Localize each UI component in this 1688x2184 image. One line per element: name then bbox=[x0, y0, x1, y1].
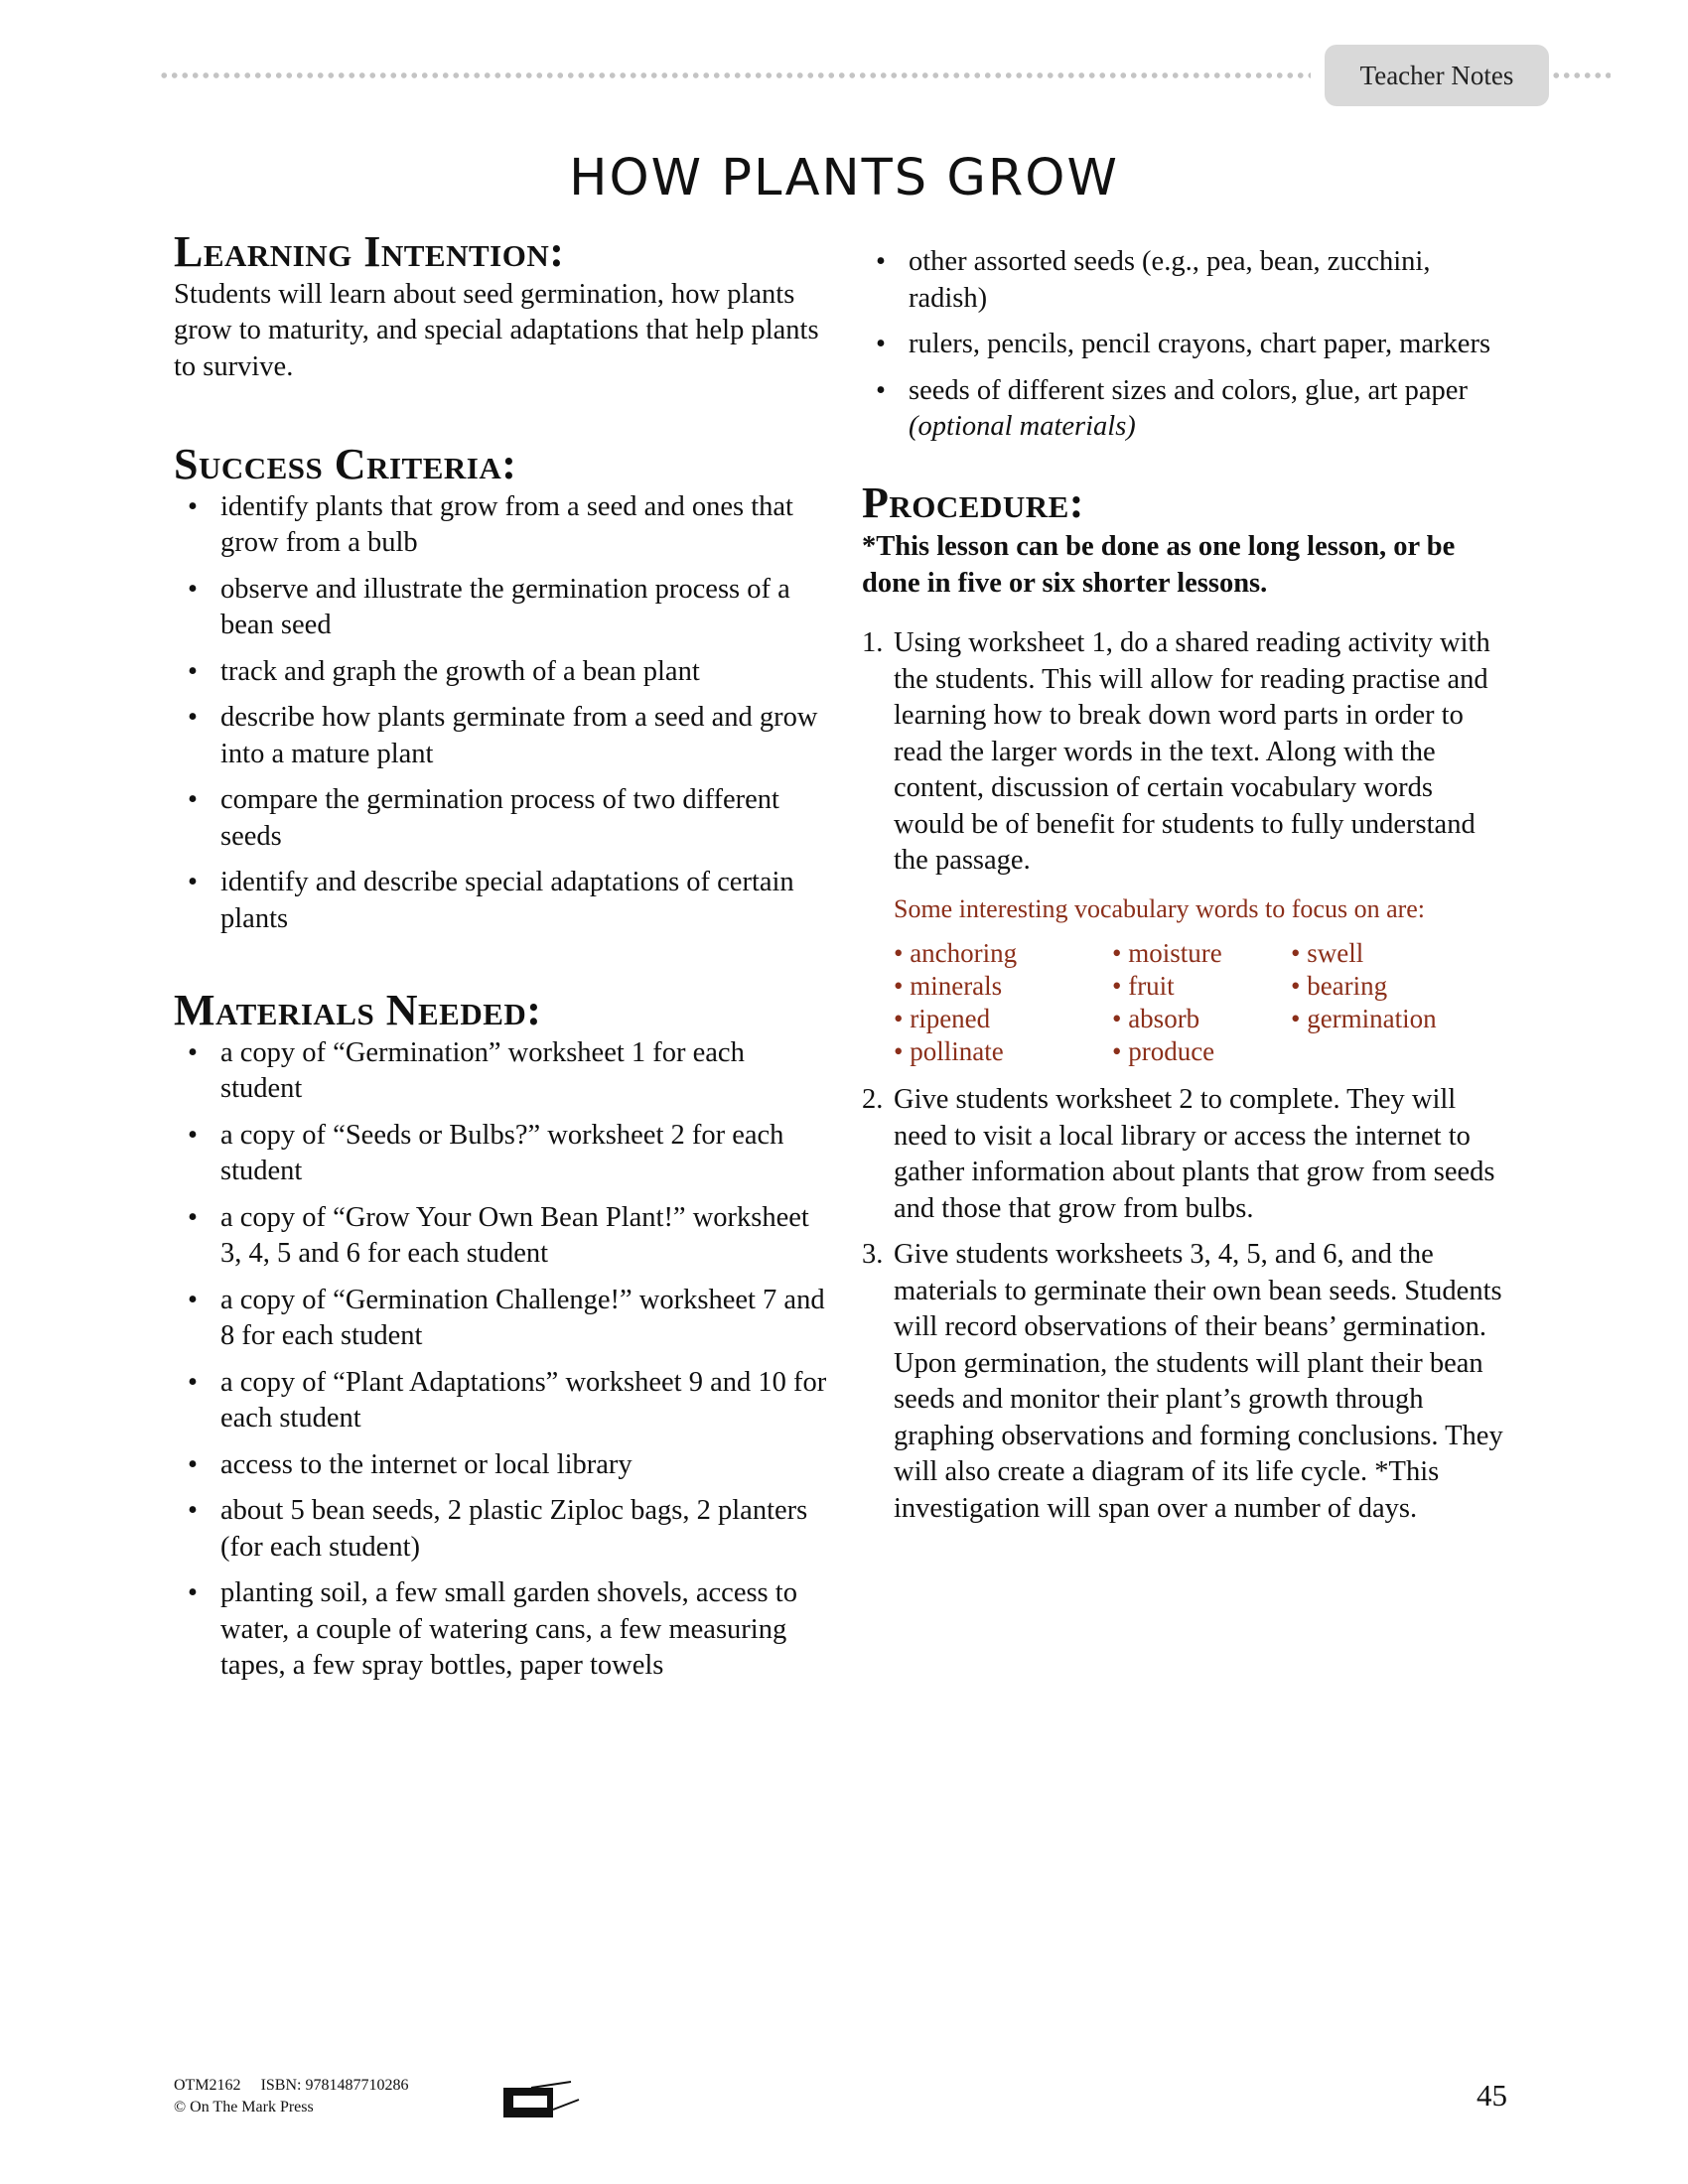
list-item: • a copy of “Germination” worksheet 1 for each student bbox=[174, 1035, 829, 1108]
step-text: Give students worksheet 2 to complete. They will need to visit a local library or access the internet to gather information about plants that grow from seeds and those that grow from bulbs. bbox=[894, 1084, 1495, 1224]
list-item bbox=[862, 373, 1507, 446]
list-item: • a copy of “Plant Adaptations” worksheet 9 and 10 for each student bbox=[174, 1365, 829, 1437]
procedure-heading: Procedure: bbox=[862, 478, 1084, 527]
vocab-word: • swell bbox=[1291, 937, 1489, 970]
step-number: 3. bbox=[862, 1239, 884, 1270]
step-number: 1. bbox=[862, 627, 884, 658]
list-item: • a copy of “Germination Challenge!” worksheet 7 and 8 for each student bbox=[174, 1283, 829, 1355]
vocab-word: • ripened bbox=[894, 1003, 1112, 1035]
list-item: • rulers, pencils, pencil crayons, chart paper, markers bbox=[862, 327, 1507, 363]
list-item: • a copy of “Seeds or Bulbs?” worksheet 2 for each student bbox=[174, 1118, 829, 1190]
list-item: • compare the germination process of two different seeds bbox=[174, 782, 829, 855]
header-dotted-rule-left bbox=[159, 71, 1311, 79]
product-code: OTM2162 bbox=[174, 2077, 241, 2094]
photocopier-icon bbox=[501, 2080, 581, 2119]
list-item-text: seeds of different sizes and colors, glue, art paper bbox=[909, 374, 1468, 406]
success-criteria-heading: Success Criteria: bbox=[174, 440, 517, 488]
materials-list bbox=[174, 1035, 829, 1685]
list-item-italic: (optional materials) bbox=[909, 411, 1136, 442]
step-text: Using worksheet 1, do a shared reading activity with the students. This will allow for reading practise and learning how to break down word parts in order to read the larger words in the text. Along with the content, discussion of certain vocabulary words would be of benefit for students to fully understand the passage. bbox=[894, 627, 1490, 876]
teacher-notes-tab bbox=[1325, 45, 1549, 106]
list-item: • a copy of “Grow Your Own Bean Plant!” worksheet 3, 4, 5 and 6 for each student bbox=[174, 1200, 829, 1273]
vocab-word: • anchoring bbox=[894, 937, 1112, 970]
vocab-grid bbox=[894, 937, 1507, 1068]
procedure-step bbox=[862, 1237, 1507, 1527]
teacher-notes-label: Teacher Notes bbox=[1359, 60, 1514, 90]
page-number: 45 bbox=[1477, 2078, 1507, 2113]
list-item: • other assorted seeds (e.g., pea, bean, zucchini, radish) bbox=[862, 244, 1507, 317]
materials-heading: Materials Needed: bbox=[174, 986, 542, 1034]
procedure-note: *This lesson can be done as one long lesson, or be done in five or six shorter lessons. bbox=[862, 531, 1456, 599]
list-item: • planting soil, a few small garden shovels, access to water, a couple of watering cans, a few measuring tapes, a few spray bottles, paper towels bbox=[174, 1575, 829, 1685]
vocab-word: • minerals bbox=[894, 970, 1112, 1003]
vocab-word: • absorb bbox=[1112, 1003, 1291, 1035]
list-item: • describe how plants germinate from a seed and grow into a mature plant bbox=[174, 700, 829, 772]
learning-intention-heading: Learning Intention: bbox=[174, 227, 565, 276]
list-item: • access to the internet or local library bbox=[174, 1447, 829, 1484]
vocab-word: • fruit bbox=[1112, 970, 1291, 1003]
left-column bbox=[174, 227, 829, 1695]
page-title: HOW PLANTS GROW bbox=[569, 149, 1119, 207]
vocab-intro: Some interesting vocabulary words to focus on are: bbox=[894, 893, 1426, 923]
right-column bbox=[862, 244, 1507, 1537]
header-dotted-rule-right bbox=[1551, 71, 1611, 79]
materials-list-continued bbox=[862, 244, 1507, 446]
procedure-step bbox=[862, 625, 1507, 1068]
list-item: • track and graph the growth of a bean plant bbox=[174, 654, 829, 691]
list-item: • identify and describe special adaptations of certain plants bbox=[174, 865, 829, 937]
success-criteria-list bbox=[174, 489, 829, 938]
isbn: ISBN: 9781487710286 bbox=[260, 2077, 409, 2094]
procedure-step bbox=[862, 1082, 1507, 1227]
publisher: © On The Mark Press bbox=[174, 2099, 314, 2116]
vocab-word: • bearing bbox=[1291, 970, 1489, 1003]
vocab-word: • moisture bbox=[1112, 937, 1291, 970]
step-text: Give students worksheets 3, 4, 5, and 6, and the materials to germinate their own bean seeds. Students will record observations of their beans’ germination. Upon germination, the students will plant their bean seeds and monitor their plant’s growth through graphing observations and forming conclusions. They will also create a diagram of its life cycle. *This investigation will span over a number of days. bbox=[894, 1239, 1503, 1524]
procedure-steps bbox=[862, 625, 1507, 1527]
footer-info bbox=[174, 2075, 408, 2118]
learning-intention-text: Students will learn about seed germination, how plants grow to maturity, and special adaptations that help plants to survive. bbox=[174, 278, 819, 382]
list-item: • observe and illustrate the germination process of a bean seed bbox=[174, 572, 829, 644]
list-item: • identify plants that grow from a seed and ones that grow from a bulb bbox=[174, 489, 829, 562]
list-item: • about 5 bean seeds, 2 plastic Ziploc bags, 2 planters (for each student) bbox=[174, 1493, 829, 1566]
vocab-word: • germination bbox=[1291, 1003, 1489, 1035]
vocab-word: • produce bbox=[1112, 1035, 1291, 1068]
vocab-word: • pollinate bbox=[894, 1035, 1112, 1068]
step-number: 2. bbox=[862, 1084, 884, 1115]
